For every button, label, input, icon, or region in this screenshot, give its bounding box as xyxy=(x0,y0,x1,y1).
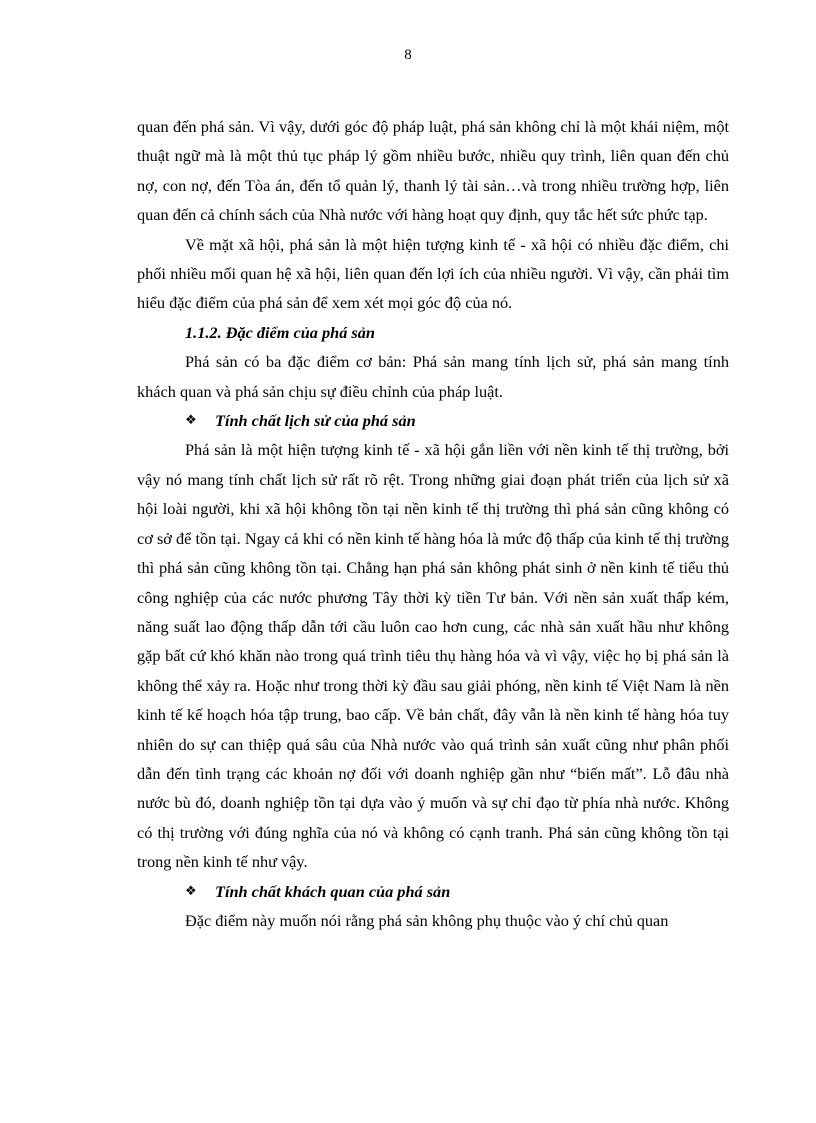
subheading-objective xyxy=(137,877,729,906)
paragraph-three-characteristics: Phá sản có ba đặc điểm cơ bản: Phá sản mang tính lịch sử, phá sản mang tính khách quan và phá sản chịu sự điều chỉnh của pháp luật. xyxy=(137,352,729,401)
subheading-historical-text: Tính chất lịch sử của phá sản xyxy=(215,411,416,431)
paragraph-intro-legal: quan đến phá sản. Vì vậy, dưới góc độ pháp luật, phá sản không chỉ là một khái niệm, một thuật ngữ mà là một thủ tục pháp lý gồm nhiều bước, nhiều quy trình, liên quan đến chủ nợ, con nợ, đến Tòa án, đến tổ quản lý, thanh lý tài sản…và trong nhiều trường hợp, liên quan đến cả chính sách của Nhà nước với hàng hoạt quy định, quy tắc hết sức phức tạp. xyxy=(137,117,729,225)
body-text xyxy=(137,112,729,935)
page-number: 8 xyxy=(404,47,412,63)
diamond-bullet-icon: ❖ xyxy=(185,413,197,429)
paragraph-social-aspect: Về mặt xã hội, phá sản là một hiện tượng kinh tế - xã hội có nhiều đặc điểm, chi phối nhiều mối quan hệ xã hội, liên quan đến lợi ích của nhiều người. Vì vậy, cần phải tìm hiểu đặc điểm của phá sản để xem xét mọi góc độ của nó. xyxy=(137,234,729,313)
paragraph-historical: Phá sản là một hiện tượng kinh tế - xã hội gắn liền với nền kinh tế thị trường, bởi vậy nó mang tính chất lịch sử rất rõ rệt. Trong những giai đoạn phát triển của lịch sử xã hội loài người, khi xã hội không tồn tại nền kinh tế thị trường thì phá sản cũng không có cơ sở để tồn tại. Ngay cả khi có nền kinh tế hàng hóa là mức độ thấp của kinh tế thị trường thì phá sản cũng không tồn tại. Chẳng hạn phá sản không phát sinh ở nền kinh tế tiểu thủ công nghiệp của các nước phương Tây thời kỳ tiền Tư bản. Với nền sản xuất thấp kém, năng suất lao động thấp dẫn tới cầu luôn cao hơn cung, các nhà sản xuất hầu như không gặp bất cứ khó khăn nào trong quá trình tiêu thụ hàng hóa và vì vậy, việc họ bị phá sản là không thể xảy ra. Hoặc như trong thời kỳ đầu sau giải phóng, nền kinh tế Việt Nam là nền kinh tế kế hoạch hóa tập trung, bao cấp. Về bản chất, đây vẫn là nền kinh tế hàng hóa tuy nhiên do sự can thiệp quá sâu của Nhà nước vào quá trình sản xuất cũng như phân phối dẫn đến tình trạng các khoản nợ đối với doanh nghiệp gần như “biến mất”. Lỗ đâu nhà nước bù đó, doanh nghiệp tồn tại dựa vào ý muốn và sự chỉ đạo từ phía nhà nước. Không có thị trường với đúng nghĩa của nó và không có cạnh tranh. Phá sản cũng không tồn tại trong nền kinh tế như vậy. xyxy=(137,440,729,872)
diamond-bullet-icon: ❖ xyxy=(185,883,197,899)
subheading-objective-text: Tính chất khách quan của phá sản xyxy=(215,881,451,901)
paragraph-objective: Đặc điểm này muốn nói rằng phá sản không phụ thuộc vào ý chí chủ quan xyxy=(185,910,669,930)
section-heading-characteristics: 1.1.2. Đặc điểm của phá sản xyxy=(185,322,375,342)
subheading-historical xyxy=(137,406,729,435)
